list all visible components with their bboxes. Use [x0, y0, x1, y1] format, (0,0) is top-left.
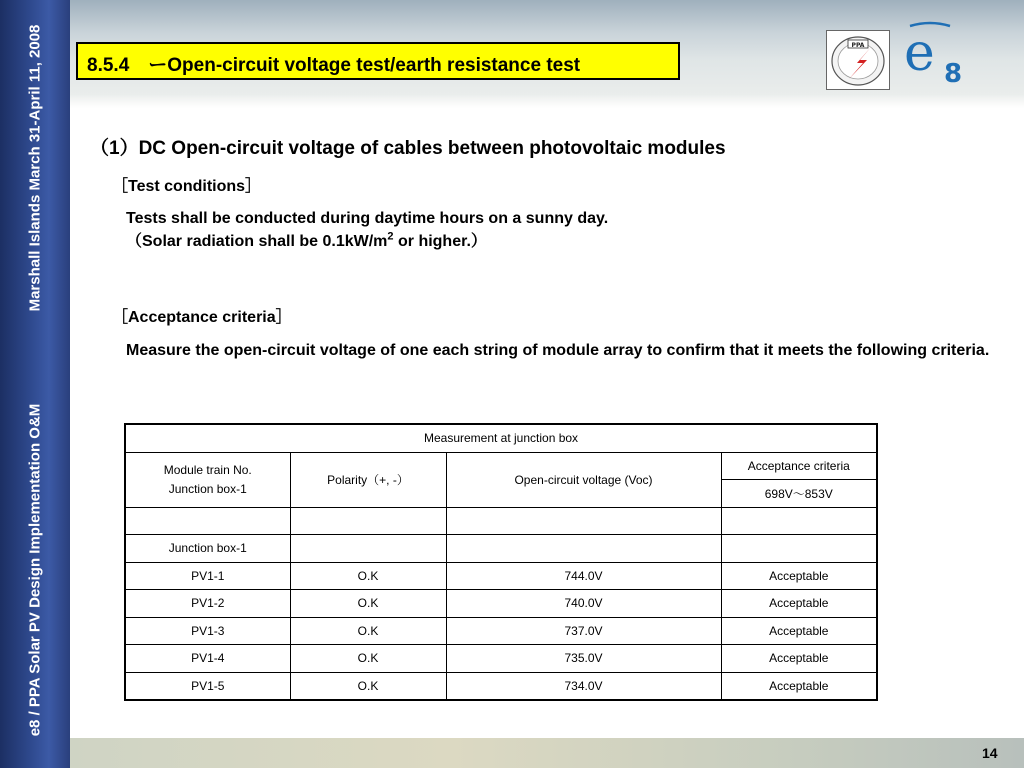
test-line-2 — [126, 230, 608, 253]
module-cell: PV1-3 — [125, 617, 290, 645]
module-cell: PV1-1 — [125, 562, 290, 590]
table-title: Measurement at junction box — [125, 424, 877, 452]
table-cell — [290, 535, 446, 563]
table-row-group — [125, 535, 877, 563]
voc-cell: 740.0V — [446, 590, 721, 618]
voc-cell: 734.0V — [446, 672, 721, 700]
polarity-cell: O.K — [290, 617, 446, 645]
polarity-cell: O.K — [290, 590, 446, 618]
page-number: 14 — [982, 745, 998, 761]
left-sidebar — [0, 0, 70, 768]
result-cell: Acceptable — [721, 645, 877, 673]
group-label: Junction box-1 — [125, 535, 290, 563]
e8-logo — [900, 20, 970, 88]
table-row — [125, 590, 877, 618]
table-row-empty — [125, 507, 877, 535]
course-caption: e8 / PPA Solar PV Design Implementation O&M — [26, 403, 44, 737]
acceptance-criteria-text: Measure the open-circuit voltage of one each string of module array to confirm that it meets the following criteria. — [126, 342, 990, 359]
test-conditions-text — [126, 207, 608, 253]
header-module-train — [125, 452, 290, 507]
table-cell — [721, 507, 877, 535]
header-voc: Open-circuit voltage (Voc) — [446, 452, 721, 507]
slide-title: 8.5.4 ーOpen-circuit voltage test/earth resistance test — [76, 42, 680, 80]
table-cell — [446, 535, 721, 563]
table-row — [125, 672, 877, 700]
test-line-2-start: （Solar radiation shall be 0.1kW/m — [126, 233, 388, 250]
header-polarity: Polarity（+, -） — [290, 452, 446, 507]
e8-logo-digit: 8 — [944, 59, 963, 88]
ppa-logo — [826, 30, 890, 90]
polarity-cell: O.K — [290, 672, 446, 700]
header-module-train-line1: Module train No. — [163, 462, 252, 477]
header-acceptance: Acceptance criteria — [721, 452, 877, 480]
header-module-train-line2: Junction box-1 — [168, 481, 247, 496]
module-cell: PV1-2 — [125, 590, 290, 618]
acceptance-criteria-label: ［Acceptance criteria］ — [112, 309, 292, 326]
ppa-logo-text: PPA — [851, 42, 865, 49]
module-cell: PV1-5 — [125, 672, 290, 700]
superscript-2: 2 — [387, 230, 394, 243]
module-cell: PV1-4 — [125, 645, 290, 673]
test-line-1: Tests shall be conducted during daytime hours on a sunny day. — [126, 210, 609, 227]
table-cell — [290, 507, 446, 535]
measurement-table — [124, 423, 878, 701]
voc-cell: 737.0V — [446, 617, 721, 645]
table-row — [125, 645, 877, 673]
polarity-cell: O.K — [290, 645, 446, 673]
test-conditions-label: ［Test conditions］ — [112, 178, 262, 195]
section-heading: （1）DC Open-circuit voltage of cables between photovoltaic modules — [90, 138, 726, 159]
table-cell — [125, 507, 290, 535]
result-cell: Acceptable — [721, 590, 877, 618]
test-line-2-end: or higher.） — [393, 233, 487, 250]
table-cell — [721, 535, 877, 563]
event-caption: Marshall Islands March 31-April 11, 2008 — [26, 24, 44, 312]
result-cell: Acceptable — [721, 672, 877, 700]
table-cell — [446, 507, 721, 535]
result-cell: Acceptable — [721, 562, 877, 590]
table-row — [125, 562, 877, 590]
e8-logo-letter: e — [904, 23, 935, 83]
footer-background — [70, 738, 1024, 768]
polarity-cell: O.K — [290, 562, 446, 590]
criteria-range: 698V～853V — [721, 480, 877, 508]
voc-cell: 735.0V — [446, 645, 721, 673]
table-row — [125, 617, 877, 645]
result-cell: Acceptable — [721, 617, 877, 645]
voc-cell: 744.0V — [446, 562, 721, 590]
